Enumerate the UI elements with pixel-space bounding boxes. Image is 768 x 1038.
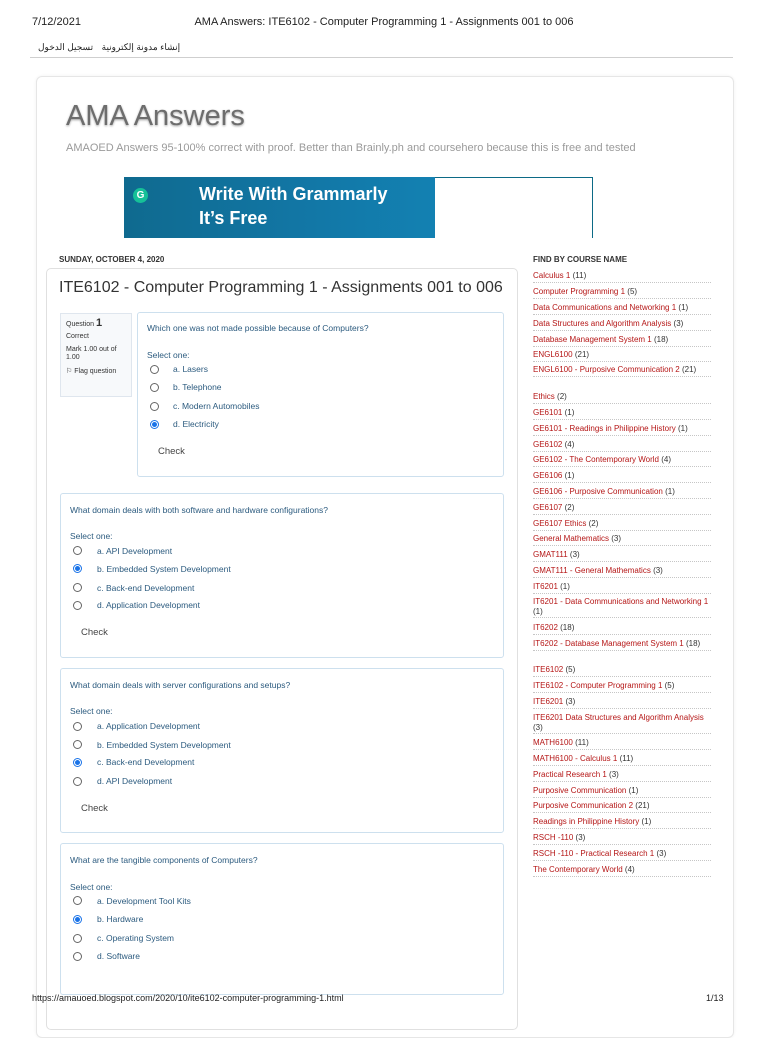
answer-option[interactable]: b. Telephone [173,382,222,392]
answer-option[interactable]: a. Development Tool Kits [97,896,191,906]
sidebar-course-link[interactable]: Purposive Communication 2 (21) [533,801,711,813]
sidebar-course-link[interactable]: Readings in Philippine History (1) [533,817,711,829]
sidebar-course-link[interactable]: RSCH -110 (3) [533,833,711,845]
radio-button[interactable] [150,402,159,411]
question-text: What domain deals with both software and hardware configurations? [70,505,328,515]
print-title: AMA Answers: ITE6102 - Computer Programming 1 - Assignments 001 to 006 [194,16,574,28]
question-text: What are the tangible components of Computers? [70,855,258,865]
answer-option[interactable]: d. Application Development [97,600,201,610]
flag-question-label: Flag question [74,368,117,375]
sidebar-course-link[interactable]: GE6107 (2) [533,503,711,515]
question-status: Correct [66,333,89,340]
blog-description: AMAOED Answers 95-100% correct with proof. Better than Brainly.ph and coursehero because this is free and tested [66,142,636,154]
sidebar-course-link[interactable]: GMAT111 - General Mathematics (3) [533,566,711,578]
sidebar-course-link[interactable]: IT6202 (18) [533,623,711,635]
question-info [60,313,132,397]
sidebar-course-link[interactable]: ITE6102 (5) [533,665,711,677]
radio-button-selected[interactable] [73,758,82,767]
select-one-label: Select one: [70,531,113,541]
page-number: 1/13 [706,993,724,1003]
ad-headline: Write With Grammarly [199,184,388,204]
question-mark: Mark 1.00 out of 1.00 [66,346,117,361]
radio-button-selected[interactable] [73,564,82,573]
sidebar-course-link[interactable]: ENGL6100 (21) [533,350,711,362]
answer-option[interactable]: c. Back-end Development [97,757,195,767]
flag-icon: ⚐ [66,368,73,375]
answer-option[interactable]: a. Application Development [97,721,201,731]
answer-option[interactable]: d. API Development [97,776,173,786]
sidebar-course-link[interactable]: GE6101 (1) [533,408,711,420]
sidebar-course-link[interactable]: MATH6100 - Calculus 1 (11) [533,754,711,766]
blogger-nav [32,42,180,53]
sidebar-course-link[interactable]: Computer Programming 1 (5) [533,287,711,299]
radio-button[interactable] [73,740,82,749]
question-card [60,493,504,658]
radio-button[interactable] [73,722,82,731]
sidebar-course-link[interactable]: ITE6201 Data Structures and Algorithm Analysis (3) [533,713,711,734]
sidebar-course-link[interactable]: MATH6100 (11) [533,738,711,750]
question-label: Question [66,321,95,328]
radio-button[interactable] [73,546,82,555]
grammarly-logo-icon: G [133,188,148,203]
sidebar-heading: FIND BY COURSE NAME [533,255,628,264]
radio-button-selected[interactable] [73,915,82,924]
sidebar-course-link[interactable]: Calculus 1 (11) [533,271,711,283]
select-one-label: Select one: [70,882,113,892]
question-card [60,668,504,833]
radio-button[interactable] [73,601,82,610]
answer-option[interactable]: d. Electricity [173,419,219,429]
blog-title[interactable]: AMA Answers [66,100,245,132]
check-button[interactable]: Check [158,446,185,457]
question-card [137,312,504,477]
sidebar-course-link[interactable]: GE6102 (4) [533,440,711,452]
sidebar-course-link[interactable]: ITE6201 (3) [533,697,711,709]
answer-option[interactable]: a. API Development [97,546,173,556]
question-number: 1 [95,317,103,329]
radio-button-selected[interactable] [150,420,159,429]
sidebar-course-link[interactable]: General Mathematics (3) [533,534,711,546]
sidebar-course-link[interactable]: IT6201 - Data Communications and Networking 1 (1) [533,597,711,618]
sidebar-course-link[interactable]: IT6201 (1) [533,582,711,594]
sign-in-link[interactable]: تسجيل الدخول [38,42,94,52]
select-one-label: Select one: [70,706,113,716]
radio-button[interactable] [73,934,82,943]
answer-option[interactable]: c. Modern Automobiles [173,401,260,411]
sidebar-course-link[interactable]: Practical Research 1 (3) [533,770,711,782]
sidebar-course-link[interactable]: ITE6102 - Computer Programming 1 (5) [533,681,711,693]
sidebar-course-link[interactable]: ENGL6100 - Purposive Communication 2 (21) [533,365,711,377]
radio-button[interactable] [73,583,82,592]
ad-subheadline: It’s Free [199,208,268,228]
radio-button[interactable] [73,896,82,905]
answer-option[interactable]: b. Embedded System Development [97,740,231,750]
print-url: https://amauoed.blogspot.com/2020/10/ite6102-computer-programming-1.html [32,993,344,1003]
print-date: 7/12/2021 [32,16,81,28]
answer-option[interactable]: b. Embedded System Development [97,564,231,574]
sidebar-course-link[interactable]: IT6202 - Database Management System 1 (18) [533,639,711,651]
sidebar-course-link[interactable]: GE6102 - The Contemporary World (4) [533,455,711,467]
post-title[interactable]: ITE6102 - Computer Programming 1 - Assignments 001 to 006 [59,279,503,296]
flag-question-link[interactable] [66,367,126,375]
sidebar-course-link[interactable]: Database Management System 1 (18) [533,335,711,347]
answer-option[interactable]: d. Software [97,951,140,961]
answer-option[interactable]: c. Operating System [97,933,175,943]
check-button[interactable]: Check [81,803,108,814]
select-one-label: Select one: [147,350,190,360]
answer-option[interactable]: a. Lasers [173,364,208,374]
sidebar-course-link[interactable]: RSCH -110 - Practical Research 1 (3) [533,849,711,861]
header-divider [30,57,733,58]
radio-button[interactable] [150,383,159,392]
sidebar-course-link[interactable]: Data Structures and Algorithm Analysis (3) [533,319,711,331]
post-date: SUNDAY, OCTOBER 4, 2020 [59,255,165,264]
sidebar-course-link[interactable]: Purposive Communication (1) [533,786,711,798]
sidebar-course-link[interactable]: GE6101 - Readings in Philippine History (1) [533,424,711,436]
radio-button[interactable] [73,952,82,961]
answer-option[interactable]: b. Hardware [97,914,144,924]
question-text: Which one was not made possible because of Computers? [147,323,369,333]
radio-button[interactable] [73,777,82,786]
question-text: What domain deals with server configurations and setups? [70,680,291,690]
ad-frame [435,177,593,238]
sidebar-course-link[interactable]: Ethics (2) [533,392,711,404]
sidebar-course-link[interactable]: GMAT111 (3) [533,550,711,562]
sidebar-course-link[interactable]: Data Communications and Networking 1 (1) [533,303,711,315]
answer-option[interactable]: c. Back-end Development [97,583,195,593]
check-button[interactable]: Check [81,627,108,638]
sidebar-course-link[interactable]: The Contemporary World (4) [533,865,711,877]
radio-button[interactable] [150,365,159,374]
sidebar-course-link[interactable]: GE6106 (1) [533,471,711,483]
sidebar-course-link[interactable]: GE6107 Ethics (2) [533,519,711,531]
sidebar-course-link[interactable]: GE6106 - Purposive Communication (1) [533,487,711,499]
create-blog-link[interactable]: إنشاء مدونة إلكترونية [101,42,181,52]
